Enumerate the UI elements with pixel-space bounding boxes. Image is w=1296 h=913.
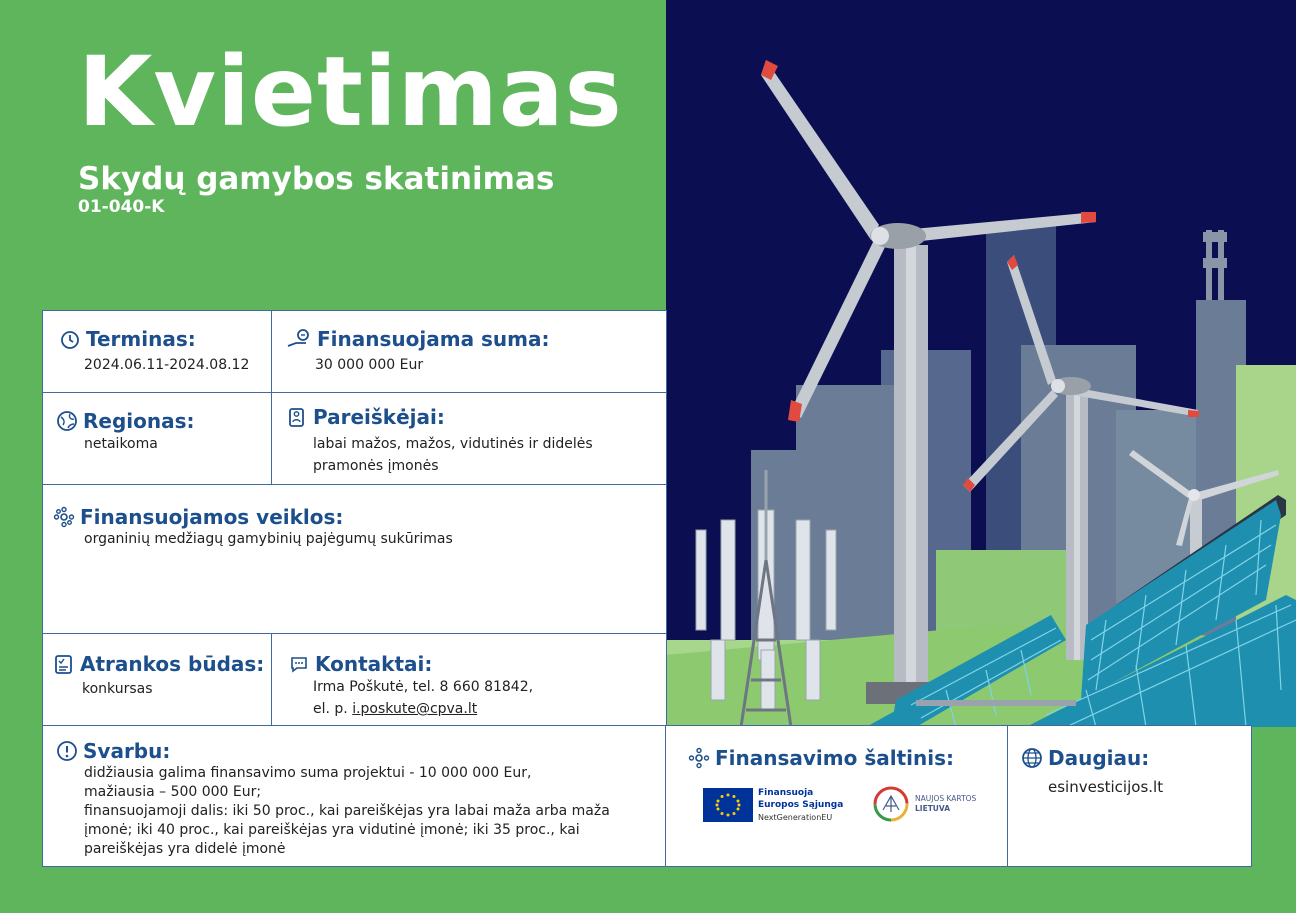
card-finansuojamos-veiklos	[42, 484, 667, 635]
nk-line1: NAUJOS KARTOS	[915, 794, 977, 803]
veiklos-value: organinių medžiagų gamybinių pajėgumų sukūrimas	[84, 531, 453, 547]
saltinis-label: Finansavimo šaltinis:	[715, 746, 954, 770]
terminas-value: 2024.06.11-2024.08.12	[84, 357, 250, 373]
card-daugiau	[1007, 725, 1252, 867]
svarbu-line3: finansuojamoji dalis: iki 50 proc., kai pareiškėjas yra labai maža arba maža	[84, 803, 610, 819]
terminas-label: Terminas:	[86, 327, 196, 351]
kontaktai-line1: Irma Poškutė, tel. 8 660 81842,	[313, 679, 534, 695]
card-svarbu	[42, 725, 667, 867]
call-code: 01-040-K	[78, 197, 165, 217]
exclamation-circle-icon	[56, 740, 78, 762]
svarbu-label: Svarbu:	[83, 739, 171, 763]
svarbu-line5: pareiškėjas yra didelė įmonė	[84, 841, 286, 857]
suma-label: Finansuojama suma:	[317, 327, 550, 351]
funding-logos	[703, 780, 1003, 832]
regionas-label: Regionas:	[83, 409, 195, 433]
email-link[interactable]: i.poskute@cpva.lt	[352, 701, 478, 717]
wind-solar-illustration	[666, 0, 1296, 727]
svarbu-line1: didžiausia galima finansavimo suma projektui - 10 000 000 Eur,	[84, 765, 532, 781]
money-hand-icon	[286, 328, 312, 350]
card-kontaktai	[271, 633, 667, 727]
network-icon	[53, 506, 75, 528]
svarbu-line2: mažiausia – 500 000 Eur;	[84, 784, 262, 800]
www-globe-icon	[1021, 747, 1043, 769]
applicant-document-icon	[286, 406, 308, 428]
globe-icon	[56, 410, 78, 432]
pareiskejai-line2: pramonės įmonės	[313, 458, 439, 474]
email-prefix: el. p.	[313, 701, 353, 717]
chat-bubble-icon	[288, 653, 310, 675]
page-title: Kvietimas	[78, 36, 623, 148]
daugiau-link[interactable]: esinvesticijos.lt	[1048, 778, 1164, 796]
card-terminas	[42, 310, 273, 394]
network-icon	[688, 747, 710, 769]
clock-icon	[59, 328, 81, 350]
card-regionas	[42, 392, 273, 486]
atranka-label: Atrankos būdas:	[80, 652, 265, 676]
eu-line3: NextGenerationEU	[758, 813, 833, 822]
svarbu-line4: įmonė; iki 40 proc., kai pareiškėjas yra vidutinė įmonė; iki 35 proc., kai	[84, 822, 580, 838]
pareiskejai-line1: labai mažos, mažos, vidutinės ir didelės	[313, 436, 593, 452]
atranka-value: konkursas	[82, 681, 153, 697]
regionas-value: netaikoma	[84, 436, 158, 452]
page-subtitle: Skydų gamybos skatinimas	[78, 161, 555, 197]
card-pareiskejai	[271, 392, 667, 486]
card-atrankos-budas	[42, 633, 273, 727]
pareiskejai-label: Pareiškėjai:	[313, 405, 445, 429]
checklist-icon	[53, 653, 75, 675]
veiklos-label: Finansuojamos veiklos:	[80, 505, 344, 529]
suma-value: 30 000 000 Eur	[315, 357, 424, 373]
naujos-kartos-lietuva-logo-icon	[871, 784, 911, 824]
card-finansuojama-suma	[271, 310, 667, 394]
kontaktai-label: Kontaktai:	[315, 652, 433, 676]
daugiau-label: Daugiau:	[1048, 746, 1150, 770]
eu-line2: Europos Sąjunga	[758, 800, 844, 810]
nk-line2: LIETUVA	[915, 804, 950, 813]
eu-line1: Finansuoja	[758, 788, 814, 798]
kontaktai-line2	[313, 699, 477, 720]
